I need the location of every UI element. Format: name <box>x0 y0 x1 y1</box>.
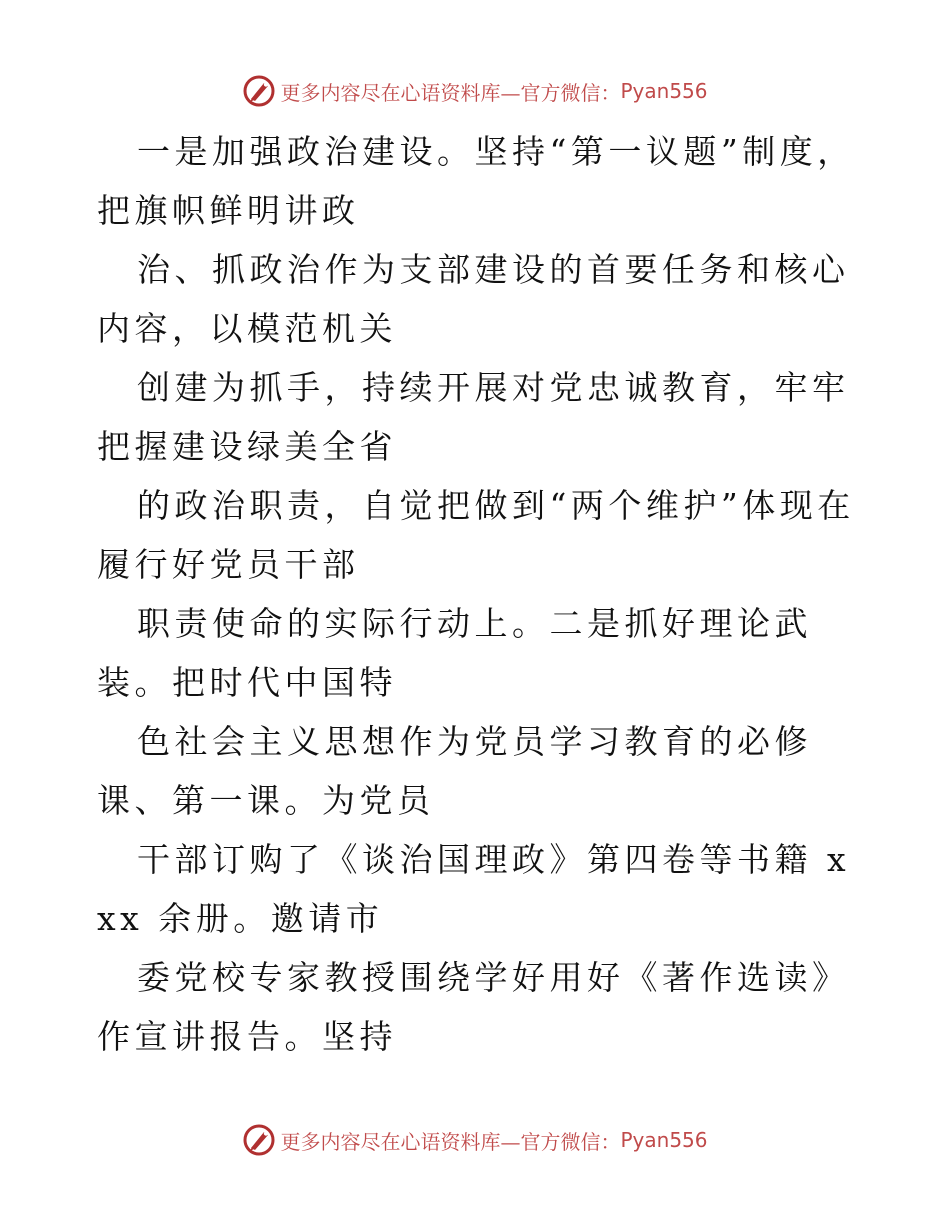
header-banner <box>0 71 950 111</box>
document-body <box>97 122 857 1066</box>
paragraph-line: 干部订购了《谈治国理政》第四卷等书籍 xxx 余册。邀请市 <box>97 840 851 938</box>
pen-logo-icon <box>242 1123 276 1157</box>
header-wechat-id: Pyan556 <box>620 79 708 103</box>
footer-banner-text: 更多内容尽在心语资料库—官方微信： <box>280 1129 621 1154</box>
paragraph-line: 一是加强政治建设。坚持“第一议题”制度，把旗帜鲜明讲政 <box>97 132 855 230</box>
header-banner-text: 更多内容尽在心语资料库—官方微信： <box>280 80 621 105</box>
paragraph-line: 色社会主义思想作为党员学习教育的必修课、第一课。为党员 <box>97 722 812 820</box>
paragraph-line: 委党校专家教授围绕学好用好《著作选读》作宣讲报告。坚持 <box>97 958 850 1056</box>
paragraph-line: 职责使命的实际行动上。二是抓好理论武装。把时代中国特 <box>97 604 812 702</box>
footer-wechat-id: Pyan556 <box>620 1128 708 1152</box>
footer-banner <box>0 1120 950 1160</box>
paragraph-line: 创建为抓手，持续开展对党忠诚教育，牢牢把握建设绿美全省 <box>97 368 850 466</box>
paragraph-line: 的政治职责，自觉把做到“两个维护”体现在履行好党员干部 <box>97 486 855 584</box>
paragraph-line: 治、抓政治作为支部建设的首要任务和核心内容，以模范机关 <box>97 250 850 348</box>
pen-logo-icon <box>242 74 276 108</box>
